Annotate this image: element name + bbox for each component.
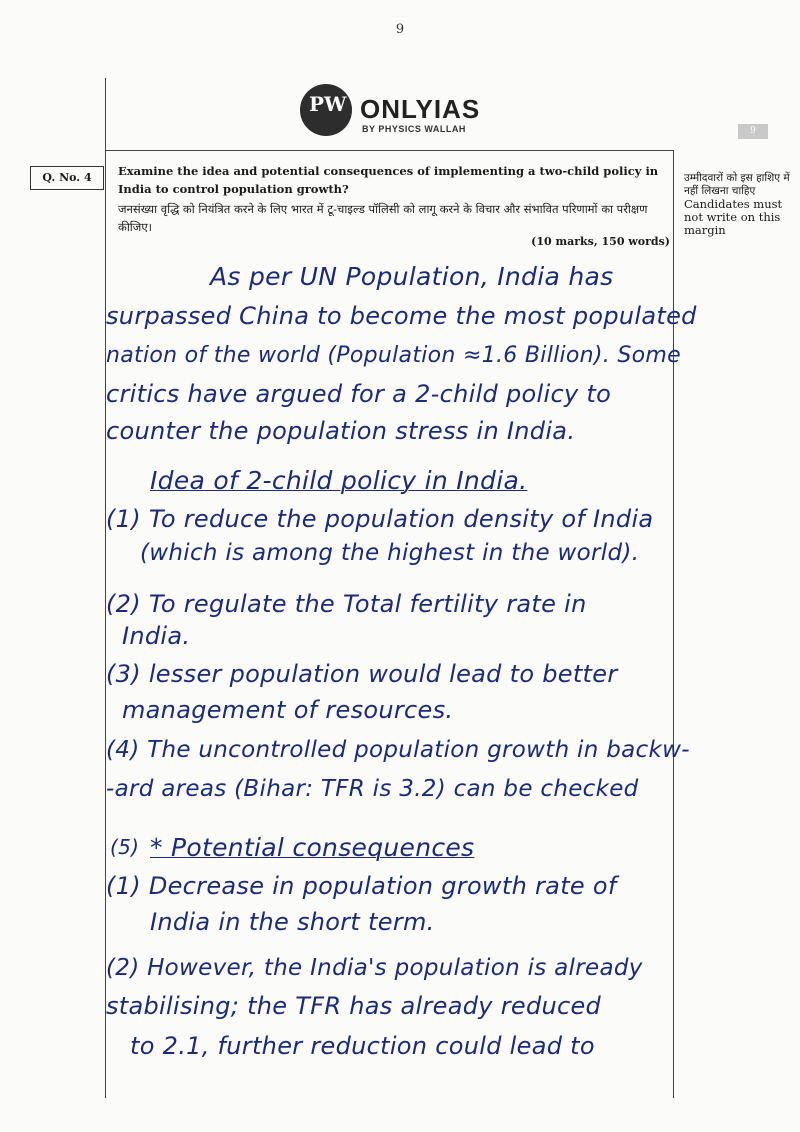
- left-border-line: [105, 78, 106, 1098]
- margin-instruction-english: Candidates must not write on this margin: [684, 197, 783, 237]
- consequence-heading: * Potential consequences: [150, 833, 475, 862]
- consequence-line: (2) However, the India's population is already: [106, 955, 643, 981]
- logo-subtitle: BY PHYSICS WALLAH: [362, 124, 466, 134]
- answer-intro-line: counter the population stress in India.: [106, 417, 576, 445]
- answer-intro-line: critics have argued for a 2-child policy to: [106, 380, 612, 408]
- question-marks: (10 marks, 150 words): [531, 235, 670, 248]
- margin-instruction-hindi: उम्मीदवारों को इस हाशिए में नहीं लिखना चाहिए: [684, 172, 790, 197]
- page-number: 9: [395, 22, 405, 37]
- question-text-hindi: जनसंख्या वृद्धि को नियंत्रित करने के लिए भारत में टू-चाइल्ड पॉलिसी को लागू करने के विचार और संभावित परिणामों का परीक्षण कीजिए।: [118, 202, 648, 234]
- pw-logo-mark: PW: [309, 92, 347, 116]
- margin-instruction: [684, 172, 794, 237]
- pw-logo-icon: [300, 84, 352, 136]
- idea-line: management of resources.: [122, 696, 454, 724]
- idea-line: (1) To reduce the population density of India: [106, 505, 654, 533]
- consequence-line: to 2.1, further reduction could lead to: [130, 1032, 595, 1060]
- answer-intro-line: nation of the world (Population ≈1.6 Billion). Some: [106, 343, 681, 368]
- idea-line: (3) lesser population would lead to better: [106, 660, 618, 688]
- margin-border-line: [673, 150, 674, 1098]
- answer-intro-line: As per UN Population, India has: [210, 262, 614, 291]
- question-number-box: Q. No. 4: [30, 166, 104, 190]
- logo-title: ONLYIAS: [360, 94, 481, 124]
- idea-line: (which is among the highest in the world).: [140, 540, 640, 566]
- idea-line: -ard areas (Bihar: TFR is 3.2) can be checked: [106, 776, 639, 802]
- consequence-line: India in the short term.: [150, 908, 435, 936]
- answer-intro-line: surpassed China to become the most populated: [106, 302, 697, 330]
- consequence-line: stabilising; the TFR has already reduced: [106, 992, 602, 1020]
- consequence-line: (1) Decrease in population growth rate of: [106, 872, 617, 900]
- idea-line: India.: [122, 622, 191, 650]
- question-separator-line: [105, 150, 673, 151]
- idea-line: (4) The uncontrolled population growth in backw-: [106, 737, 690, 763]
- struck-point-marker: (5): [110, 835, 140, 859]
- idea-heading: Idea of 2-child policy in India.: [150, 466, 528, 495]
- idea-line: (2) To regulate the Total fertility rate in: [106, 590, 587, 618]
- onlyias-logo: [300, 84, 520, 142]
- margin-page-label: 9: [738, 124, 768, 139]
- question-text-english: Examine the idea and potential consequences of implementing a two-child policy in India to control population growth?: [118, 164, 659, 196]
